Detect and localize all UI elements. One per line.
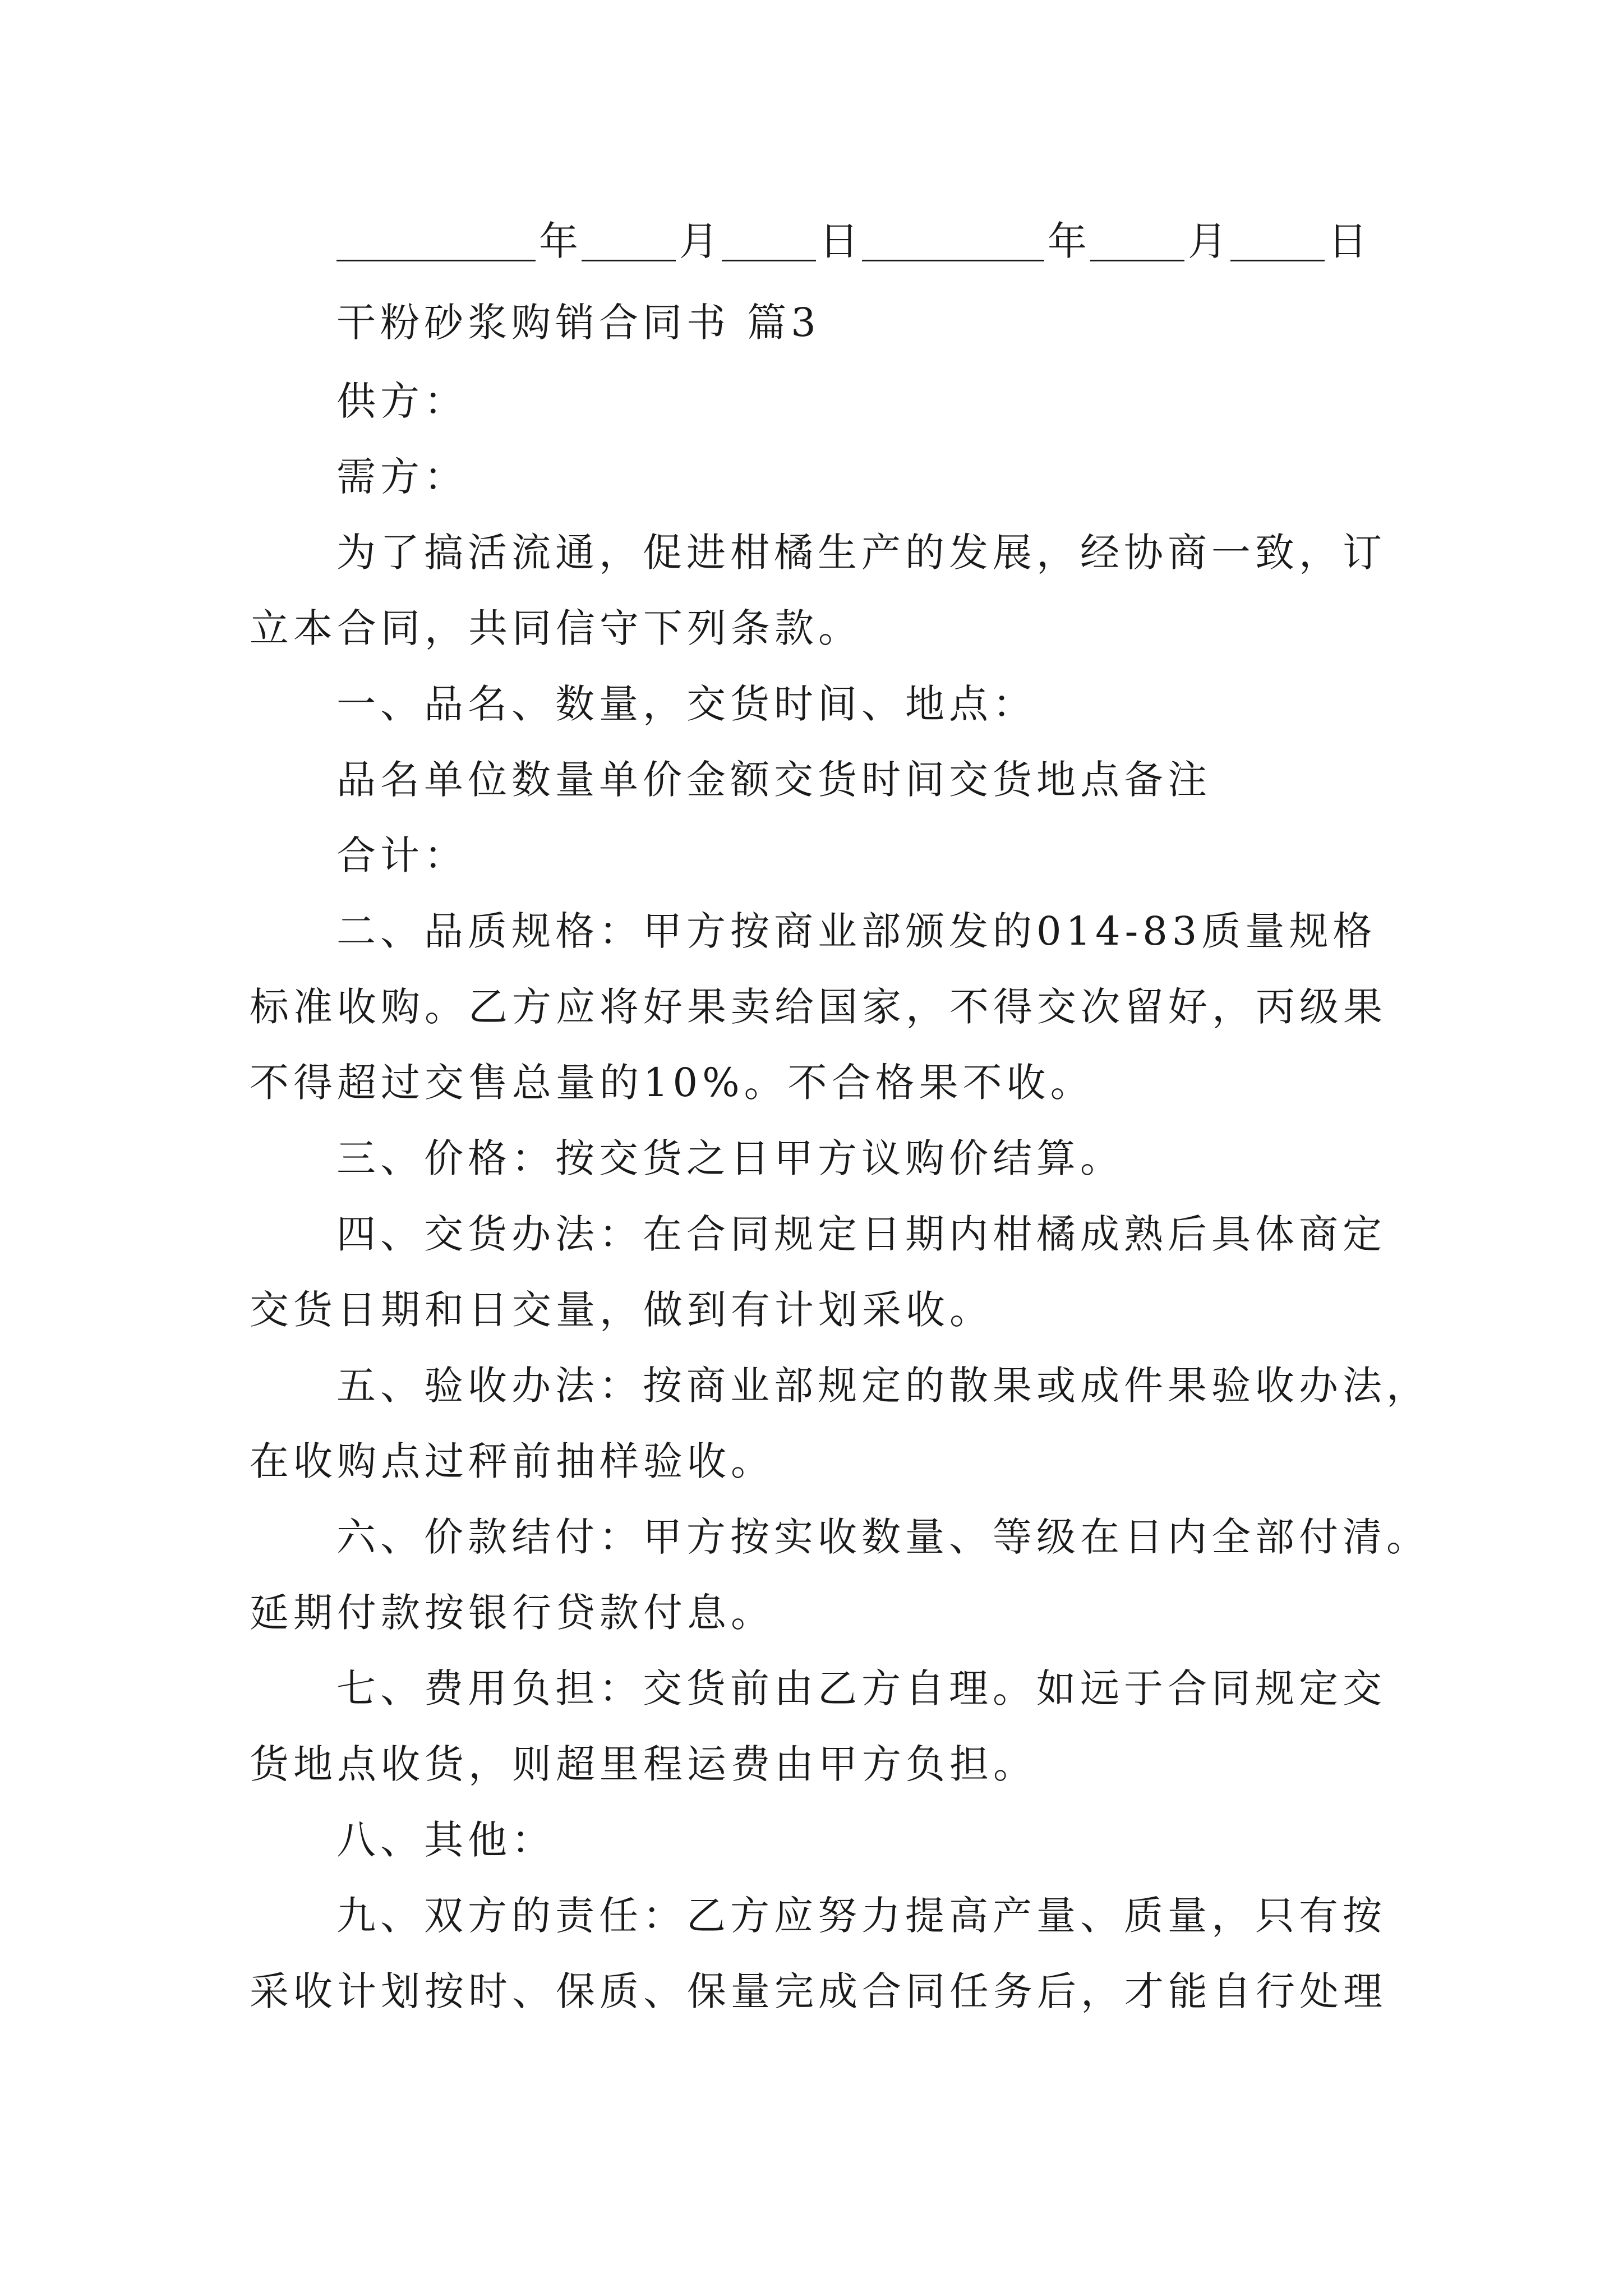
intro-line-2: 立本合同，共同信守下列条款。 bbox=[250, 605, 862, 651]
day-blank-1[interactable] bbox=[722, 220, 816, 261]
day-label-1: 日 bbox=[819, 218, 859, 264]
supplier-label: 供方： bbox=[336, 378, 468, 424]
clause-1-title: 一、品名、数量，交货时间、地点： bbox=[336, 681, 1036, 727]
clause-3: 三、价格：按交货之日甲方议购价结算。 bbox=[336, 1135, 1124, 1181]
buyer-label: 需方： bbox=[336, 454, 468, 500]
clause-6-line-1: 六、价款结付：甲方按实收数量、等级在日内全部付清。 bbox=[336, 1514, 1430, 1560]
clause-1-table-header: 品名单位数量单价金额交货时间交货地点备注 bbox=[336, 757, 1211, 803]
clause-5-line-2: 在收购点过秤前抽样验收。 bbox=[250, 1438, 774, 1484]
clause-5-line-1: 五、验收办法：按商业部规定的散果或成件果验收办法， bbox=[336, 1363, 1430, 1409]
clause-4-line-1: 四、交货办法：在合同规定日期内柑橘成熟后具体商定 bbox=[336, 1211, 1386, 1257]
year-blank-2[interactable] bbox=[862, 220, 1044, 261]
contract-title: 干粉砂浆购销合同书 篇3 bbox=[336, 300, 820, 346]
month-label-1: 月 bbox=[679, 218, 718, 264]
year-label-1: 年 bbox=[539, 218, 578, 264]
month-label-2: 月 bbox=[1188, 218, 1227, 264]
clause-2-line-1: 二、品质规格：甲方按商业部颁发的014-83质量规格 bbox=[336, 908, 1377, 954]
clause-2-line-2: 标准收购。乙方应将好果卖给国家，不得交次留好，丙级果 bbox=[250, 984, 1387, 1030]
month-blank-2[interactable] bbox=[1090, 220, 1184, 261]
month-blank-1[interactable] bbox=[582, 220, 676, 261]
signature-date-line bbox=[336, 213, 1371, 269]
clause-6-line-2: 延期付款按银行贷款付息。 bbox=[250, 1590, 774, 1636]
clause-2-line-3: 不得超过交售总量的10%。不合格果不收。 bbox=[250, 1060, 1094, 1106]
clause-9-line-1: 九、双方的责任：乙方应努力提高产量、质量，只有按 bbox=[336, 1893, 1386, 1939]
intro-line-1: 为了搞活流通，促进柑橘生产的发展，经协商一致，订 bbox=[336, 530, 1386, 576]
clause-7-line-1: 七、费用负担：交货前由乙方自理。如远于合同规定交 bbox=[336, 1665, 1386, 1711]
clause-4-line-2: 交货日期和日交量，做到有计划采收。 bbox=[250, 1287, 993, 1333]
clause-9-line-2: 采收计划按时、保质、保量完成合同任务后，才能自行处理 bbox=[250, 1968, 1387, 2014]
clause-7-line-2: 货地点收货，则超里程运费由甲方负担。 bbox=[250, 1741, 1037, 1787]
day-label-2: 日 bbox=[1328, 218, 1367, 264]
clause-1-total: 合计： bbox=[336, 832, 468, 878]
clause-8: 八、其他： bbox=[336, 1817, 555, 1863]
day-blank-2[interactable] bbox=[1230, 220, 1325, 261]
year-blank-1[interactable] bbox=[336, 220, 536, 261]
year-label-2: 年 bbox=[1048, 218, 1087, 264]
